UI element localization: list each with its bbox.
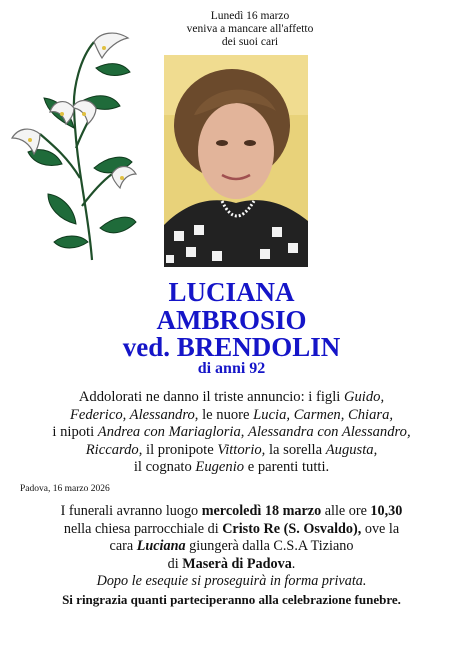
mourning-announcement [20,389,443,477]
funeral-text: cara [109,538,137,554]
funeral-text: giungerà dalla C.S.A Tiziano [185,538,354,554]
deceased-age: di anni 92 [197,360,266,377]
calla-lily-icon [4,28,144,268]
funeral-date: mercoledì 18 marzo [201,503,322,519]
funeral-text: I funerali avranno luogo [60,503,202,519]
death-notice-intro [150,10,350,49]
deceased-name-mention: Luciana [136,538,186,554]
private-burial-note: Dopo le esequie si proseguirà in forma privata. [96,573,367,589]
relative-name: Vittorio, [217,441,266,458]
announce-text: , [240,424,249,441]
relative-name: Riccardo [85,441,139,458]
funeral-text: alle ore [321,503,371,519]
announce-text: Addolorati ne danno il triste annuncio: i figli [78,389,344,405]
announce-text: , il pronipote [138,441,218,458]
announce-text: e parenti tutti. [244,459,330,476]
deceased-married-name: ved. BRENDOLIN [122,332,341,362]
portrait-photo [164,55,308,267]
place-date: Padova, 16 marzo 2026 [20,484,110,494]
relative-name: Alessandra con Alessandro, [248,424,411,441]
relative-name: Guido, [343,389,385,405]
intro-line: Lunedì 16 marzo [210,10,290,22]
intro-line: veniva a mancare all'affetto [186,23,314,35]
intro-line: dei suoi cari [221,36,279,48]
funeral-time: 10,30 [370,503,403,519]
funeral-details [14,503,449,609]
announce-text: , le nuore [194,406,254,423]
deceased-first-name: LUCIANA [168,277,295,307]
funeral-text: di [167,555,183,572]
thanks-line: Si ringrazia quanti parteciperanno alla celebrazione funebre. [62,591,401,607]
funeral-text: nella chiesa parrocchiale di [63,520,223,537]
funeral-location: Maserà di Padova [182,555,292,572]
relative-name: Eugenio [195,459,245,476]
relative-name: Lucia, Carmen, Chiara, [253,406,394,423]
relative-name: Augusta, [325,441,378,458]
deceased-last-name: AMBROSIO [156,305,307,335]
announce-text: il cognato [133,459,196,476]
relative-name: Andrea con Mariagloria [97,424,241,441]
announce-text: i nipoti [52,424,98,441]
funeral-text: ove la [361,520,400,537]
funeral-church: Cristo Re (S. Osvaldo), [222,520,362,537]
relative-name: Federico, Alessandro [69,406,195,423]
funeral-text: . [291,555,296,572]
announce-text: la sorella [265,441,326,458]
